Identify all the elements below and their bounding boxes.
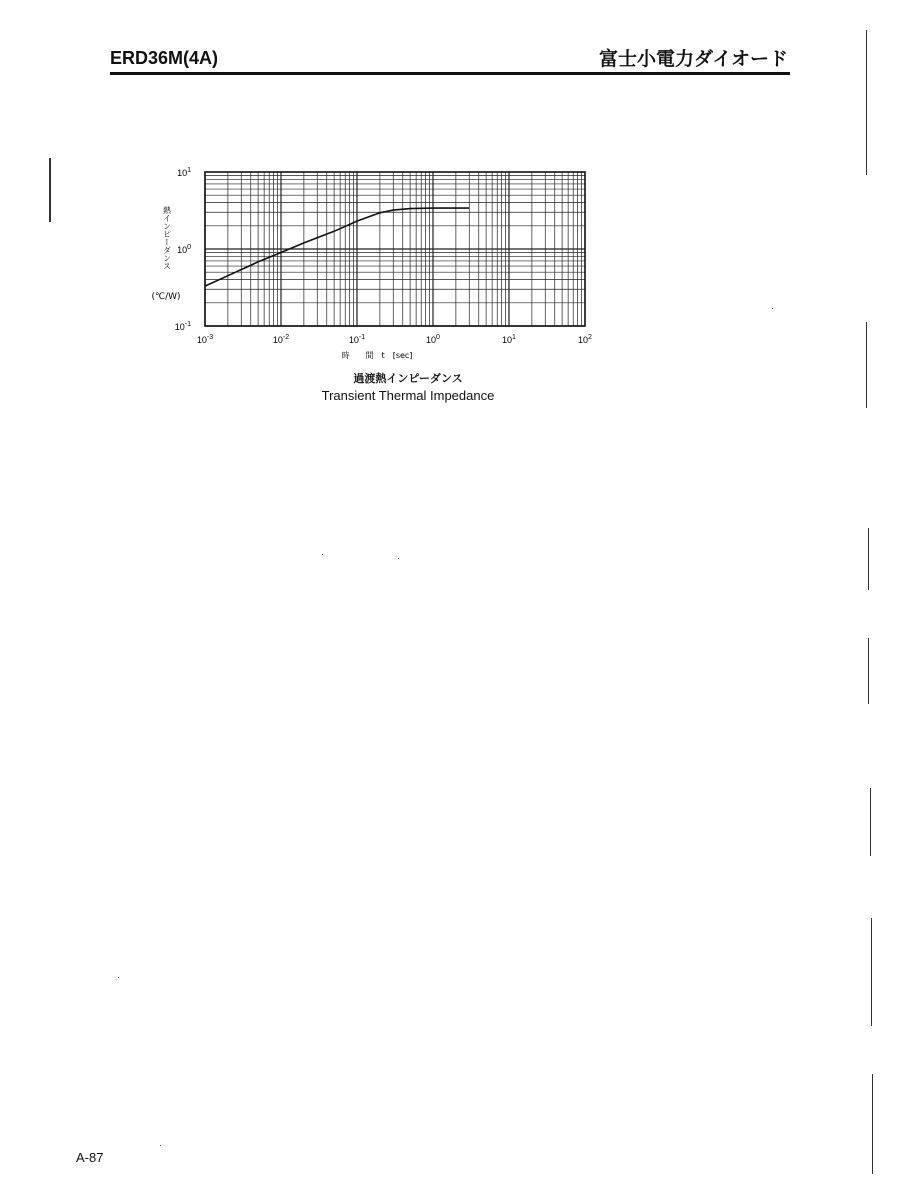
speck xyxy=(398,558,399,559)
figure-caption-jp: 過渡熱インピーダンス xyxy=(353,372,463,385)
header-rule xyxy=(110,72,790,75)
x-tick-label: $10^0$ xyxy=(426,334,440,345)
x-tick-label: $10^{-1}$ xyxy=(348,334,366,345)
x-axis-label: 時 間 t [sec] xyxy=(341,351,413,360)
y-tick-label: $10^{-1}$ xyxy=(174,321,191,332)
speck xyxy=(772,308,773,309)
x-tick-label: $10^{-3}$ xyxy=(196,334,214,345)
x-tick-label: $10^1$ xyxy=(502,334,516,345)
scan-mark-left xyxy=(49,158,51,222)
thermal-impedance-chart xyxy=(140,158,610,368)
speck xyxy=(160,1145,161,1146)
y-tick-label: $10^1$ xyxy=(177,167,191,178)
y-axis-label: 熱インピーダンス xyxy=(162,206,172,270)
page-number: A-87 xyxy=(76,1150,104,1165)
series-title: 富士小電力ダイオード xyxy=(598,48,788,70)
y-tick-labels xyxy=(175,167,191,332)
scan-mark-right-7 xyxy=(872,1074,873,1174)
scan-mark-right-2 xyxy=(866,322,867,408)
part-number: ERD36M(4A) xyxy=(110,48,219,68)
x-tick-labels xyxy=(197,334,592,345)
scan-mark-right-6 xyxy=(871,918,872,1026)
figure-caption-en: Transient Thermal Impedance xyxy=(321,388,495,403)
scan-mark-right-5 xyxy=(870,788,871,856)
y-axis-unit: (℃/W) xyxy=(151,292,181,302)
x-tick-label: $10^2$ xyxy=(578,334,592,345)
scan-mark-right-3 xyxy=(868,528,869,590)
speck xyxy=(322,554,323,555)
scan-mark-right-4 xyxy=(868,638,869,704)
scan-mark-right-1 xyxy=(866,30,867,175)
y-tick-label: $10^0$ xyxy=(177,244,191,255)
speck xyxy=(118,977,119,978)
x-tick-label: $10^{-2}$ xyxy=(272,334,290,345)
